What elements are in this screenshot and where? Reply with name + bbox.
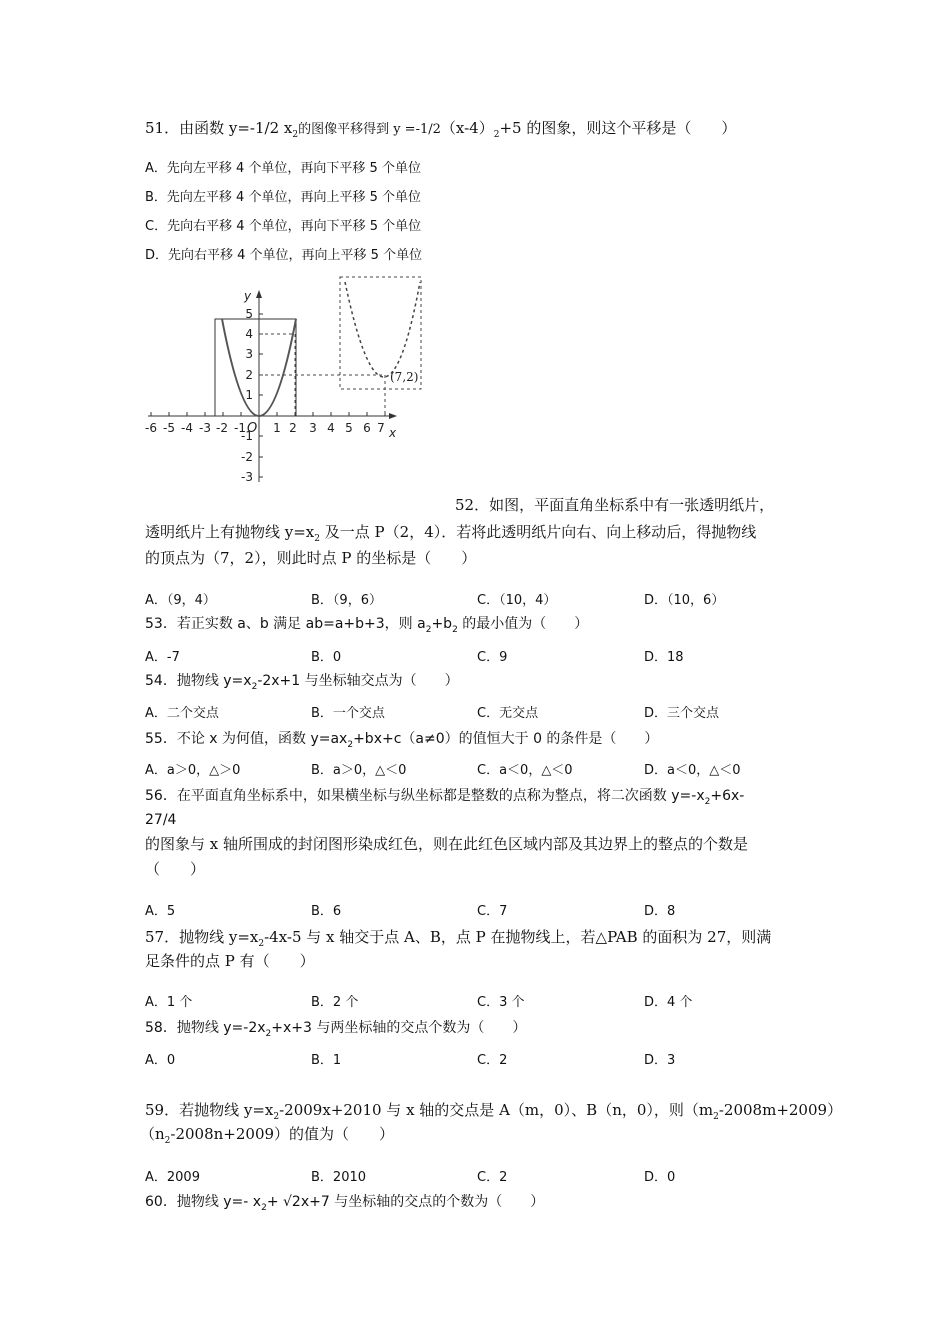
x-tick-label: -1 <box>234 421 246 435</box>
q58-stem: 58．抛物线 $y=-2x_2+x+3$ 与两坐标轴的交点个数为（ ） <box>145 1020 527 1039</box>
q55-stem: 55．不论 x 为何值，函数 $y=ax_2+bx+c(a\ne 0)$的值恒大于 0 的条件是（ ） <box>145 731 659 750</box>
option-a: A．2009 <box>145 1170 200 1185</box>
option-a: A．1 个 <box>145 995 193 1010</box>
q56-line2: 27/4 <box>145 812 177 828</box>
q52-options <box>145 589 785 609</box>
q56-line1: 56．在平面直角坐标系中，如果横坐标与纵坐标都是整数的点称为整点，将二次函数 $y=-x_2+6x-$ <box>145 788 745 807</box>
option-c: C．（10，4） <box>477 593 557 608</box>
option-a: A．二个交点 <box>145 706 219 721</box>
q57-line1: 57．抛物线 $y=x_2-4x-5$ 与 x 轴交于点 A、B，点 P 在抛物线上，若△PAB 的面积为 27，则满 <box>145 928 772 949</box>
option-d: D．0 <box>644 1170 676 1185</box>
q52-line3: 的顶点为（7，2），则此时点 P 的坐标是（ ） <box>145 549 477 567</box>
y-tick-label: 2 <box>245 368 253 382</box>
x-tick-label: 1 <box>273 421 281 435</box>
option-d: D．18 <box>644 650 684 665</box>
x-tick-label: -5 <box>163 421 175 435</box>
y-tick-label: 3 <box>245 347 253 361</box>
option-b: B．2010 <box>311 1170 367 1185</box>
q51-stem: 51．由函数 y=-1/2 $x_2$的图像平移得到 $y =-1/2(x-4)_2+5$ 的图象，则这个平移是（ ） <box>145 119 737 140</box>
option-b: B．a＞0，△＜0 <box>311 763 407 778</box>
option-a: A．-7 <box>145 650 180 665</box>
x-tick-label: 3 <box>309 421 317 435</box>
x-tick-label: 6 <box>363 421 371 435</box>
option-c: C．无交点 <box>477 706 539 721</box>
x-tick-label: 7 <box>377 421 385 435</box>
option-d: D．4 个 <box>644 995 693 1010</box>
q54-stem: 54．抛物线 $y=x_2-2x+1$ 与坐标轴交点为（ ） <box>145 673 459 692</box>
q59-options <box>145 1166 785 1186</box>
option-c: C．2 <box>477 1170 508 1185</box>
option-d: D．8 <box>644 904 676 919</box>
q60-stem: 60．抛物线 y=- $x_2+ √2x+7$ 与坐标轴的交点的个数为（ ） <box>145 1194 545 1213</box>
q52-line1: 52．如图，平面直角坐标系中有一张透明纸片， <box>455 496 775 514</box>
q53-stem: 53．若正实数 a、b 满足 ab=a+b+3，则 $a_2+b_2$ 的最小值为（ ） <box>145 616 589 635</box>
x-tick-label: -6 <box>145 421 157 435</box>
option-b: B．0 <box>311 650 342 665</box>
q58-options <box>145 1049 785 1069</box>
option-b: B．（9，6） <box>311 593 382 608</box>
y-tick-label: -3 <box>241 470 253 484</box>
y-axis-arrow <box>256 290 262 298</box>
x-tick-label: 4 <box>327 421 335 435</box>
q56-line3: 的图象与 x 轴所围成的封闭图形染成红色，则在此红色区域内部及其边界上的整点的个数是 <box>145 835 748 853</box>
q51-option-d: D．先向右平移 4 个单位，再向上平移 5 个单位 <box>145 248 423 263</box>
y-tick-label: -2 <box>241 450 253 464</box>
x-axis-label: x <box>389 426 397 440</box>
option-a: A．5 <box>145 904 176 919</box>
parabola-figure <box>140 272 440 487</box>
q57-options <box>145 991 785 1011</box>
option-c: C．7 <box>477 904 508 919</box>
q54-options <box>145 702 785 722</box>
option-b: B．1 <box>311 1053 342 1068</box>
y-tick-label: 1 <box>245 388 253 402</box>
y-tick-label: 5 <box>245 307 253 321</box>
option-c: C．2 <box>477 1053 508 1068</box>
origin-label: O <box>247 421 258 436</box>
option-c: C．a＜0，△＜0 <box>477 763 573 778</box>
q59-line2: $(n_2-2008n+2009)$的值为（ ） <box>140 1125 395 1146</box>
option-c: C．9 <box>477 650 508 665</box>
q51-option-a: A．先向左平移 4 个单位，再向下平移 5 个单位 <box>145 161 421 176</box>
q52-line2: 透明纸片上有抛物线 $y=x_2$ 及一点 P（2，4）．若将此透明纸片向右、向上移动后，得抛物线 <box>145 523 757 544</box>
q56-options <box>145 900 785 920</box>
x-tick-label: 5 <box>345 421 353 435</box>
x-tick-label: 2 <box>289 421 297 435</box>
q53-options <box>145 646 785 666</box>
q56-line4: （ ） <box>145 860 206 878</box>
option-c: C．3 个 <box>477 995 525 1010</box>
x-tick-label: -3 <box>199 421 211 435</box>
option-d: D．3 <box>644 1053 676 1068</box>
option-b: B．2 个 <box>311 995 359 1010</box>
y-tick-label: 4 <box>245 327 253 341</box>
option-d: D．三个交点 <box>644 706 720 721</box>
q51-option-c: C．先向右平移 4 个单位，再向下平移 5 个单位 <box>145 219 422 234</box>
parabola-moved <box>345 282 420 377</box>
x-tick-label: -2 <box>216 421 228 435</box>
vertex-label: (7,2) <box>390 370 419 384</box>
q51-option-b: B．先向左平移 4 个单位，再向上平移 5 个单位 <box>145 190 421 205</box>
y-axis-label: y <box>244 289 252 303</box>
q59-line1: 59．若抛物线 $y=x_2-2009x+2010$ 与 x 轴的交点是 A（m，0）、B（n，0），则$(m_2-2008m+2009)$ <box>145 1101 843 1122</box>
option-a: A．a＞0，△＞0 <box>145 763 241 778</box>
q55-options <box>145 759 785 779</box>
x-tick-label: -4 <box>181 421 193 435</box>
option-d: D．（10，6） <box>644 593 725 608</box>
x-axis-arrow <box>389 413 397 419</box>
y-tick-label: -1 <box>241 429 253 443</box>
option-b: B．一个交点 <box>311 706 385 721</box>
option-a: A．（9，4） <box>145 593 216 608</box>
option-b: B．6 <box>311 904 342 919</box>
q57-line2: 足条件的点 P 有（ ） <box>145 952 315 970</box>
option-a: A．0 <box>145 1053 176 1068</box>
option-d: D．a＜0，△＜0 <box>644 763 741 778</box>
